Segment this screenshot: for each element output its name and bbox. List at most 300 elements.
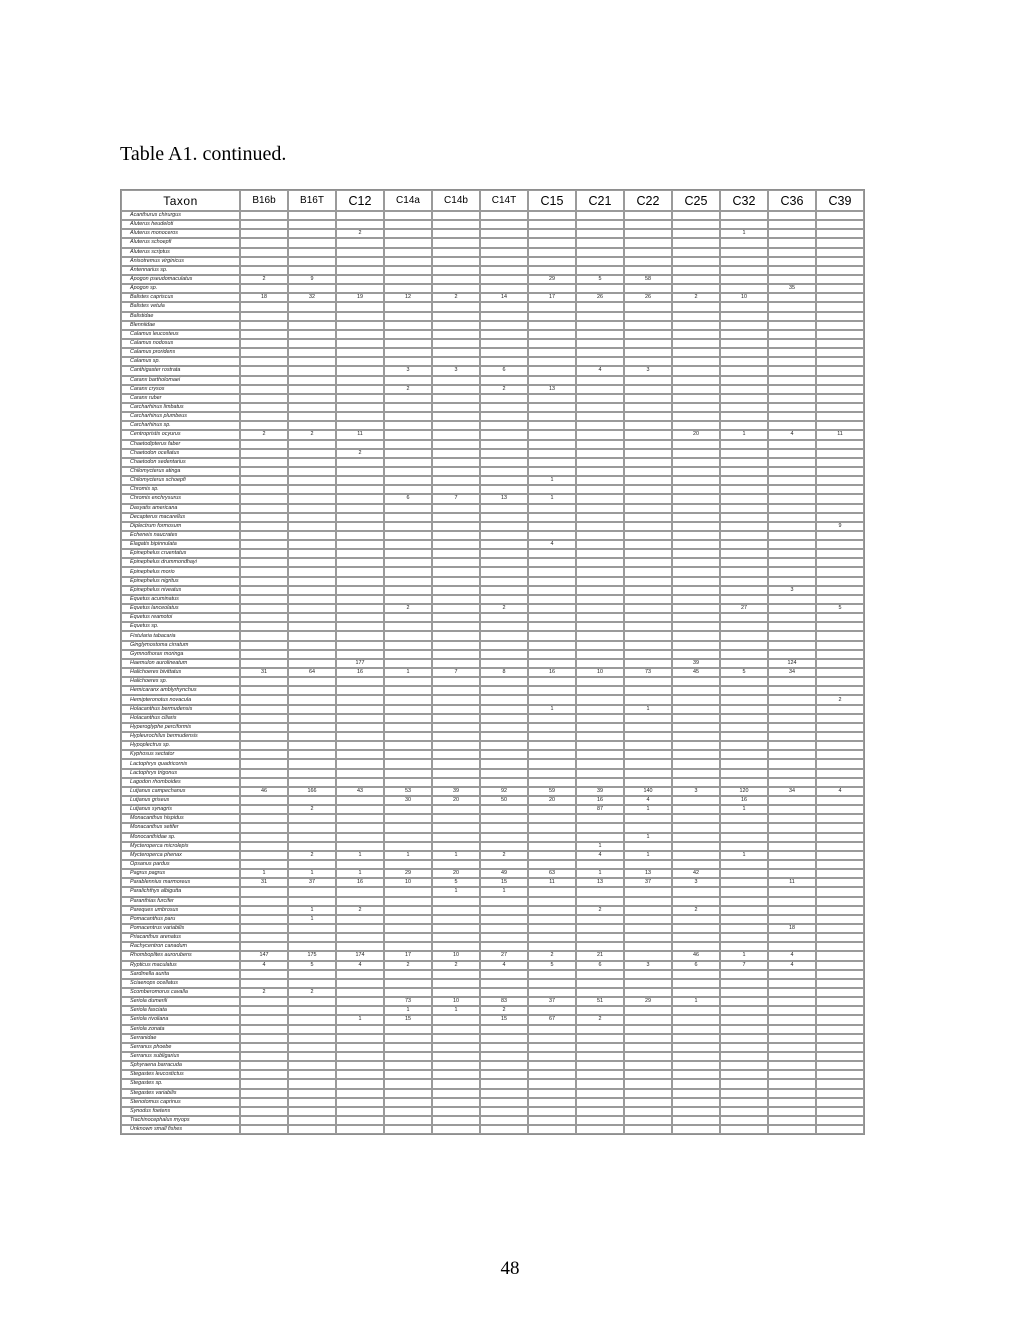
count-cell [384,586,432,595]
count-cell [480,1043,528,1052]
count-cell: 59 [528,787,576,796]
count-cell [288,330,336,339]
count-cell [576,778,624,787]
count-cell [528,622,576,631]
count-cell [576,1098,624,1107]
count-cell [768,869,816,878]
count-cell: 46 [672,951,720,960]
count-cell: 63 [528,869,576,878]
count-cell [288,814,336,823]
count-cell [624,677,672,686]
count-cell: 19 [336,293,384,302]
count-cell [288,284,336,293]
count-cell: 2 [432,961,480,970]
count-cell: 10 [720,293,768,302]
count-cell: 9 [816,522,864,531]
count-cell [240,805,288,814]
taxon-name-cell: Chaetodipterus faber [121,440,240,449]
count-cell [528,1025,576,1034]
count-cell [432,842,480,851]
count-cell [336,631,384,640]
table-row [121,659,864,668]
table-row [121,988,864,997]
count-cell [816,1034,864,1043]
table-row [121,622,864,631]
taxon-name-cell: Opsanus pardus [121,860,240,869]
taxon-name-cell: Trachinocephalus myops [121,1116,240,1125]
count-cell [576,1107,624,1116]
count-cell [288,887,336,896]
count-cell [672,421,720,430]
count-cell [288,622,336,631]
table-row [121,915,864,924]
count-cell [384,238,432,247]
count-cell [528,613,576,622]
count-cell [384,1107,432,1116]
count-cell [720,915,768,924]
count-cell [672,275,720,284]
count-cell [720,449,768,458]
taxon-name-cell: Centropristis ocyurus [121,430,240,439]
count-cell [480,860,528,869]
count-cell [624,631,672,640]
count-cell [288,723,336,732]
count-cell [480,1052,528,1061]
count-cell: 1 [240,869,288,878]
count-cell [480,449,528,458]
count-cell [336,558,384,567]
count-cell [768,1052,816,1061]
count-cell [528,741,576,750]
count-cell [240,595,288,604]
count-cell [432,421,480,430]
count-cell [720,906,768,915]
count-cell [576,494,624,503]
count-cell [480,540,528,549]
count-cell [288,732,336,741]
count-cell [480,814,528,823]
taxon-name-cell: Calamus sp. [121,357,240,366]
count-cell [720,257,768,266]
count-cell [624,586,672,595]
taxon-name-cell: Acanthurus chirurgus [121,211,240,220]
count-cell [720,357,768,366]
count-cell [816,677,864,686]
count-cell [480,677,528,686]
count-cell [624,330,672,339]
taxon-name-cell: Blenniidae [121,321,240,330]
count-cell [576,1079,624,1088]
count-cell [432,595,480,604]
count-cell [816,376,864,385]
count-cell [336,522,384,531]
count-cell [528,567,576,576]
count-cell [768,1107,816,1116]
table-row [121,887,864,896]
count-cell [624,248,672,257]
count-cell [384,705,432,714]
count-cell [336,531,384,540]
count-cell: 7 [720,961,768,970]
count-cell [720,714,768,723]
count-cell [672,1052,720,1061]
count-cell [384,284,432,293]
count-cell [288,266,336,275]
count-cell [720,412,768,421]
count-cell [336,979,384,988]
table-row [121,394,864,403]
count-cell [336,613,384,622]
count-cell [288,412,336,421]
taxon-name-cell: Balistes vetula [121,302,240,311]
count-cell [240,705,288,714]
table-row [121,266,864,275]
count-cell [672,266,720,275]
table-row [121,449,864,458]
count-cell [288,778,336,787]
count-cell [816,1125,864,1134]
count-cell [720,650,768,659]
count-cell [480,321,528,330]
count-cell [528,814,576,823]
count-cell [432,897,480,906]
count-cell [528,504,576,513]
count-cell: 2 [480,1006,528,1015]
count-cell [528,723,576,732]
count-cell [288,842,336,851]
count-cell: 2 [240,275,288,284]
count-cell [672,988,720,997]
count-cell: 83 [480,997,528,1006]
count-cell [768,531,816,540]
column-header-c22: C22 [624,190,672,211]
count-cell [720,440,768,449]
count-cell [768,897,816,906]
count-cell [720,695,768,704]
taxon-name-cell: Lagodon rhomboides [121,778,240,787]
table-row [121,1015,864,1024]
count-cell [480,394,528,403]
count-cell: 3 [672,787,720,796]
count-cell [432,586,480,595]
table-row [121,1052,864,1061]
count-cell [432,403,480,412]
count-cell [288,1116,336,1125]
count-cell [384,769,432,778]
taxon-name-cell: Ginglymostoma cirratum [121,641,240,650]
count-cell [336,759,384,768]
count-cell [624,778,672,787]
count-cell [336,970,384,979]
count-cell: 11 [528,878,576,887]
count-cell [288,1098,336,1107]
count-cell [336,494,384,503]
count-cell: 16 [720,796,768,805]
count-cell [336,723,384,732]
count-cell [720,1015,768,1024]
taxon-name-cell: Equetus acuminatus [121,595,240,604]
table-row [121,1034,864,1043]
taxon-name-cell: Chromis enchrysurus [121,494,240,503]
count-cell [816,549,864,558]
count-cell [576,677,624,686]
count-cell: 53 [384,787,432,796]
count-cell [240,1052,288,1061]
taxon-name-cell: Halichoeres bivittatus [121,668,240,677]
count-cell [720,1006,768,1015]
count-cell: 1 [384,1006,432,1015]
table-row [121,997,864,1006]
count-cell [672,449,720,458]
count-cell [576,723,624,732]
count-cell [384,558,432,567]
count-cell: 1 [576,869,624,878]
count-cell: 34 [768,787,816,796]
count-cell [384,1125,432,1134]
count-cell [720,933,768,942]
count-cell [480,695,528,704]
count-cell [720,385,768,394]
count-cell: 1 [720,430,768,439]
count-cell: 64 [288,668,336,677]
count-cell [624,577,672,586]
count-cell [432,238,480,247]
count-cell [720,723,768,732]
count-cell [576,339,624,348]
taxon-name-cell: Aluterus monoceros [121,229,240,238]
table-row [121,631,864,640]
table-row [121,860,864,869]
count-cell [672,211,720,220]
count-cell [384,924,432,933]
count-cell [384,549,432,558]
count-cell [768,887,816,896]
count-cell [624,979,672,988]
count-cell [672,741,720,750]
count-cell [576,302,624,311]
count-cell [480,659,528,668]
count-cell [288,558,336,567]
count-cell [672,1061,720,1070]
count-cell [768,769,816,778]
count-cell [816,851,864,860]
count-cell [240,229,288,238]
table-row [121,595,864,604]
count-cell [576,504,624,513]
count-cell: 6 [384,494,432,503]
count-cell [432,659,480,668]
count-cell [384,613,432,622]
count-cell [288,440,336,449]
count-cell [432,229,480,238]
taxon-name-cell: Serranus phoebe [121,1043,240,1052]
table-row [121,796,864,805]
count-cell [336,732,384,741]
count-cell [480,257,528,266]
count-cell [816,933,864,942]
count-cell [816,622,864,631]
count-cell [240,659,288,668]
taxon-name-cell: Aluterus scriptus [121,248,240,257]
count-cell [528,942,576,951]
count-cell: 31 [240,668,288,677]
count-cell: 13 [624,869,672,878]
count-cell [288,942,336,951]
count-cell [336,595,384,604]
taxon-name-cell: Epinephelus niveatus [121,586,240,595]
count-cell [480,1125,528,1134]
count-cell [336,650,384,659]
table-row [121,467,864,476]
count-cell [672,686,720,695]
count-cell [816,741,864,750]
count-cell [624,906,672,915]
count-cell [480,412,528,421]
count-cell [672,458,720,467]
count-cell [432,476,480,485]
count-cell [528,887,576,896]
count-cell [240,970,288,979]
count-cell [672,403,720,412]
count-cell [672,1070,720,1079]
count-cell [432,860,480,869]
table-row [121,1061,864,1070]
table-row [121,1098,864,1107]
count-cell [384,458,432,467]
count-cell [432,257,480,266]
count-cell [816,540,864,549]
count-cell [336,714,384,723]
count-cell [240,1061,288,1070]
taxon-name-cell: Pomacentrus variabilis [121,924,240,933]
page-number: 48 [500,1258,520,1279]
count-cell [816,220,864,229]
taxon-name-cell: Caranx ruber [121,394,240,403]
count-cell [576,759,624,768]
count-cell [624,348,672,357]
count-cell [720,248,768,257]
count-cell: 46 [240,787,288,796]
count-cell: 9 [288,275,336,284]
count-cell [720,814,768,823]
count-cell [768,421,816,430]
table-row [121,558,864,567]
count-cell [288,604,336,613]
count-cell: 2 [240,430,288,439]
count-cell [768,723,816,732]
count-cell [816,330,864,339]
count-cell [432,1061,480,1070]
count-cell [480,229,528,238]
count-cell [336,622,384,631]
count-cell [816,467,864,476]
count-cell: 1 [720,851,768,860]
taxon-name-cell: Sphyraena barracuda [121,1061,240,1070]
count-cell [768,494,816,503]
count-cell [624,412,672,421]
count-cell [624,942,672,951]
count-cell [624,430,672,439]
count-cell [288,714,336,723]
taxon-name-cell: Epinephelus cruentatus [121,549,240,558]
count-cell [432,695,480,704]
count-cell [480,613,528,622]
count-cell [336,604,384,613]
count-cell [528,558,576,567]
taxon-name-cell: Epinephelus nigritus [121,577,240,586]
taxon-name-cell: Halichoeres sp. [121,677,240,686]
count-cell [432,1098,480,1107]
count-cell [672,567,720,576]
count-cell [672,284,720,293]
count-cell [384,741,432,750]
count-cell [768,330,816,339]
count-cell: 1 [576,842,624,851]
count-cell [768,1125,816,1134]
count-cell [768,933,816,942]
count-cell [624,604,672,613]
count-cell [288,238,336,247]
count-cell [480,750,528,759]
count-cell [336,1098,384,1107]
count-cell [240,312,288,321]
count-cell [432,248,480,257]
count-cell [336,440,384,449]
count-cell [480,979,528,988]
count-cell [432,522,480,531]
count-cell [240,449,288,458]
taxon-name-cell: Apogon pseudomaculatus [121,275,240,284]
count-cell [768,1116,816,1125]
count-cell [432,385,480,394]
count-cell [768,522,816,531]
count-cell [240,440,288,449]
count-cell [576,531,624,540]
taxon-name-cell: Fistularia tabacaria [121,631,240,640]
count-cell [432,1070,480,1079]
count-cell [480,723,528,732]
count-cell [816,833,864,842]
column-header-c21: C21 [576,190,624,211]
count-cell: 10 [576,668,624,677]
count-cell: 4 [576,851,624,860]
count-cell: 1 [288,915,336,924]
count-cell [576,1061,624,1070]
count-cell [720,339,768,348]
count-cell [528,1098,576,1107]
count-cell [384,567,432,576]
count-cell [480,741,528,750]
taxon-name-cell: Seriola rivoliana [121,1015,240,1024]
taxon-name-cell: Rachycentron canadum [121,942,240,951]
count-cell [816,778,864,787]
count-cell [816,1107,864,1116]
table-row [121,403,864,412]
taxon-name-cell: Hypoplectrus sp. [121,741,240,750]
count-cell [240,732,288,741]
count-cell [528,348,576,357]
count-cell [672,833,720,842]
table-row [121,321,864,330]
count-cell [288,705,336,714]
count-cell [240,412,288,421]
count-cell [576,522,624,531]
table-row [121,970,864,979]
count-cell [336,513,384,522]
count-cell [432,449,480,458]
count-cell: 2 [288,430,336,439]
count-cell [480,238,528,247]
